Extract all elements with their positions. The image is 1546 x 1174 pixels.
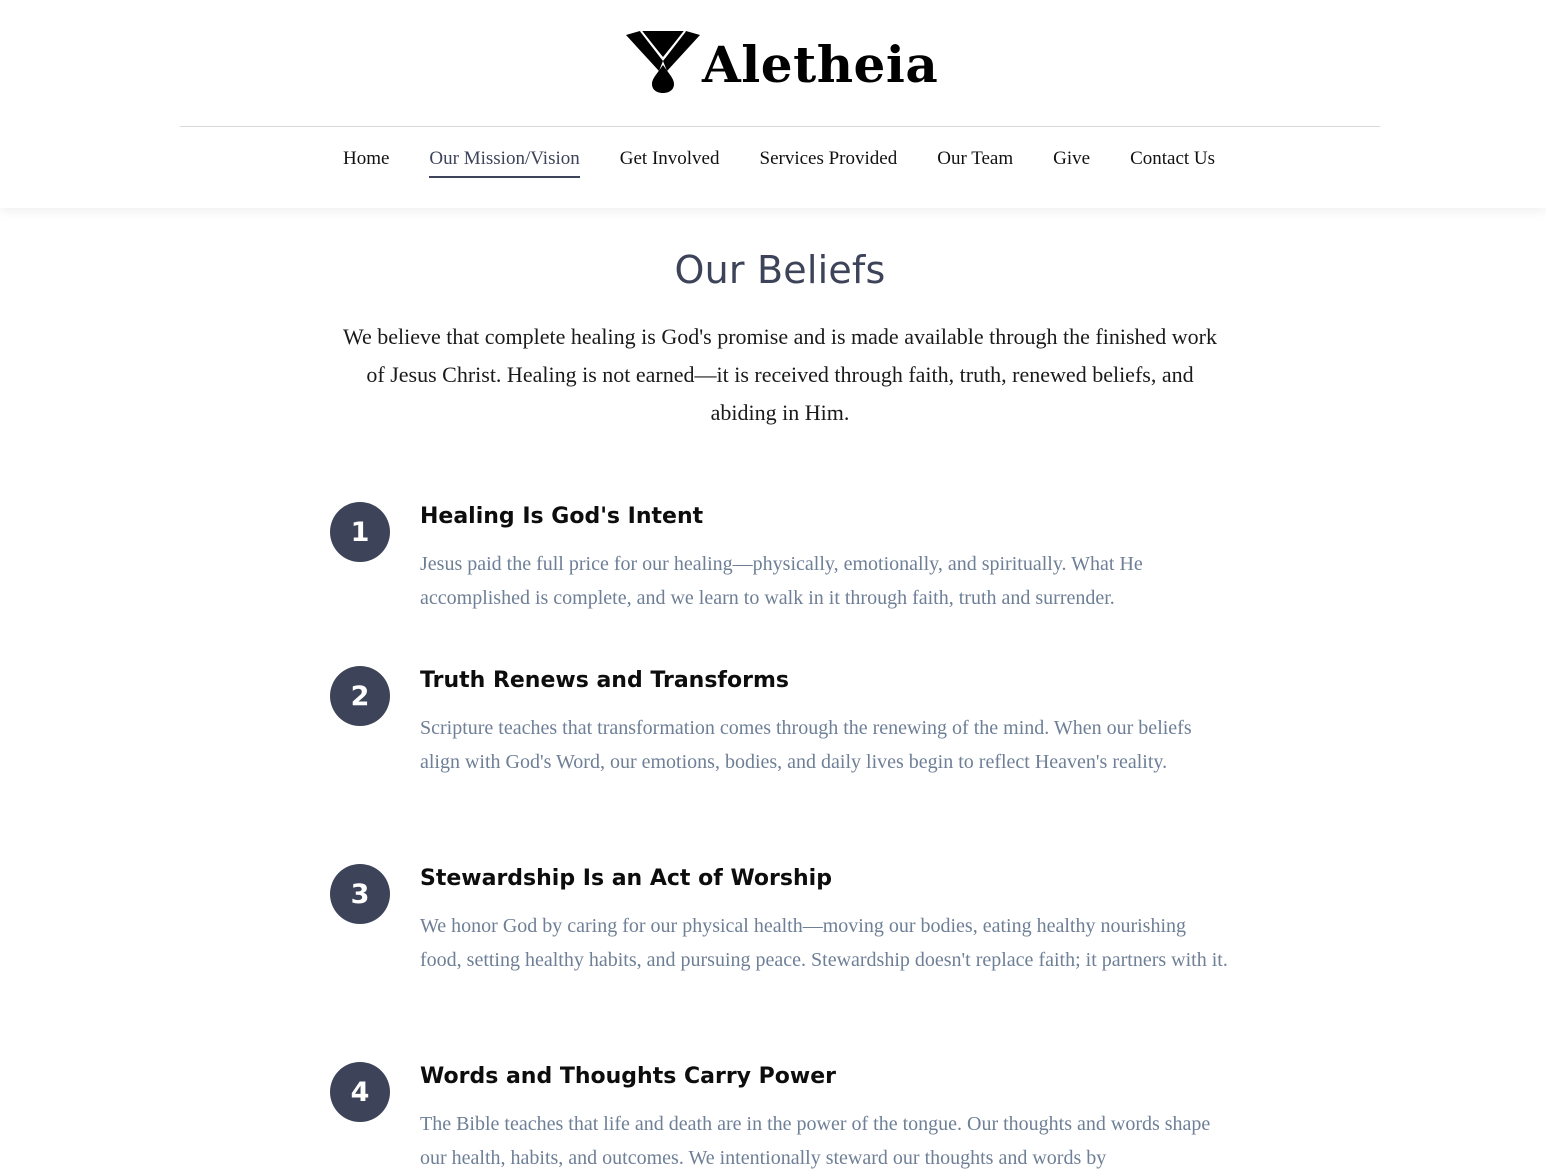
intro-paragraph: We believe that complete healing is God's promise and is made available through the finished work of Jesus Christ. Healing is not earned—it is received through faith, truth, renewed beliefs, and abiding in Him. (342, 324, 1217, 425)
number-badge: 3 (330, 864, 390, 924)
site-header (0, 0, 1546, 208)
belief-text: The Bible teaches that life and death are in the power of the tongue. Our thoughts and words shape our health, habits, and outcomes. We intentionally steward our thoughts and words by (420, 1113, 1211, 1169)
main-nav (0, 148, 1546, 178)
nav-item-contact-us[interactable]: Contact Us (1130, 148, 1216, 169)
number-badge: 1 (330, 502, 390, 562)
belief-text: Jesus paid the full price for our healing—physically, emotionally, and spiritually. What He accomplished is complete, and we learn to walk in it through faith, truth and surrender. (420, 553, 1143, 609)
belief-text: We honor God by caring for our physical health—moving our bodies, eating healthy nourishing food, setting healthy habits, and pursuing peace. Stewardship doesn't replace faith; it partners with it. (420, 915, 1228, 971)
aletheia-logo-icon (626, 31, 700, 93)
belief-title: Truth Renews and Transforms (420, 668, 789, 693)
nav-item-give[interactable]: Give (1053, 148, 1091, 169)
nav-item-get-involved[interactable]: Get Involved (619, 148, 720, 169)
brand-name: Aletheia (702, 35, 939, 94)
brand-logo-link[interactable] (626, 30, 938, 94)
nav-item-our-mission-vision[interactable]: Our Mission/Vision (429, 148, 579, 178)
nav-item-home[interactable]: Home (342, 148, 390, 169)
belief-title: Stewardship Is an Act of Worship (420, 866, 832, 891)
nav-item-our-team[interactable]: Our Team (937, 148, 1014, 169)
nav-item-services-provided[interactable]: Services Provided (759, 148, 898, 169)
page-title: Our Beliefs (674, 248, 886, 292)
number-badge: 2 (330, 666, 390, 726)
belief-text: Scripture teaches that transformation comes through the renewing of the mind. When our beliefs align with God's Word, our emotions, bodies, and daily lives begin to reflect Heaven's reality. (420, 717, 1192, 773)
number-badge: 4 (330, 1062, 390, 1122)
header-divider (180, 126, 1380, 127)
belief-title: Words and Thoughts Carry Power (420, 1064, 837, 1089)
belief-title: Healing Is God's Intent (420, 504, 704, 529)
